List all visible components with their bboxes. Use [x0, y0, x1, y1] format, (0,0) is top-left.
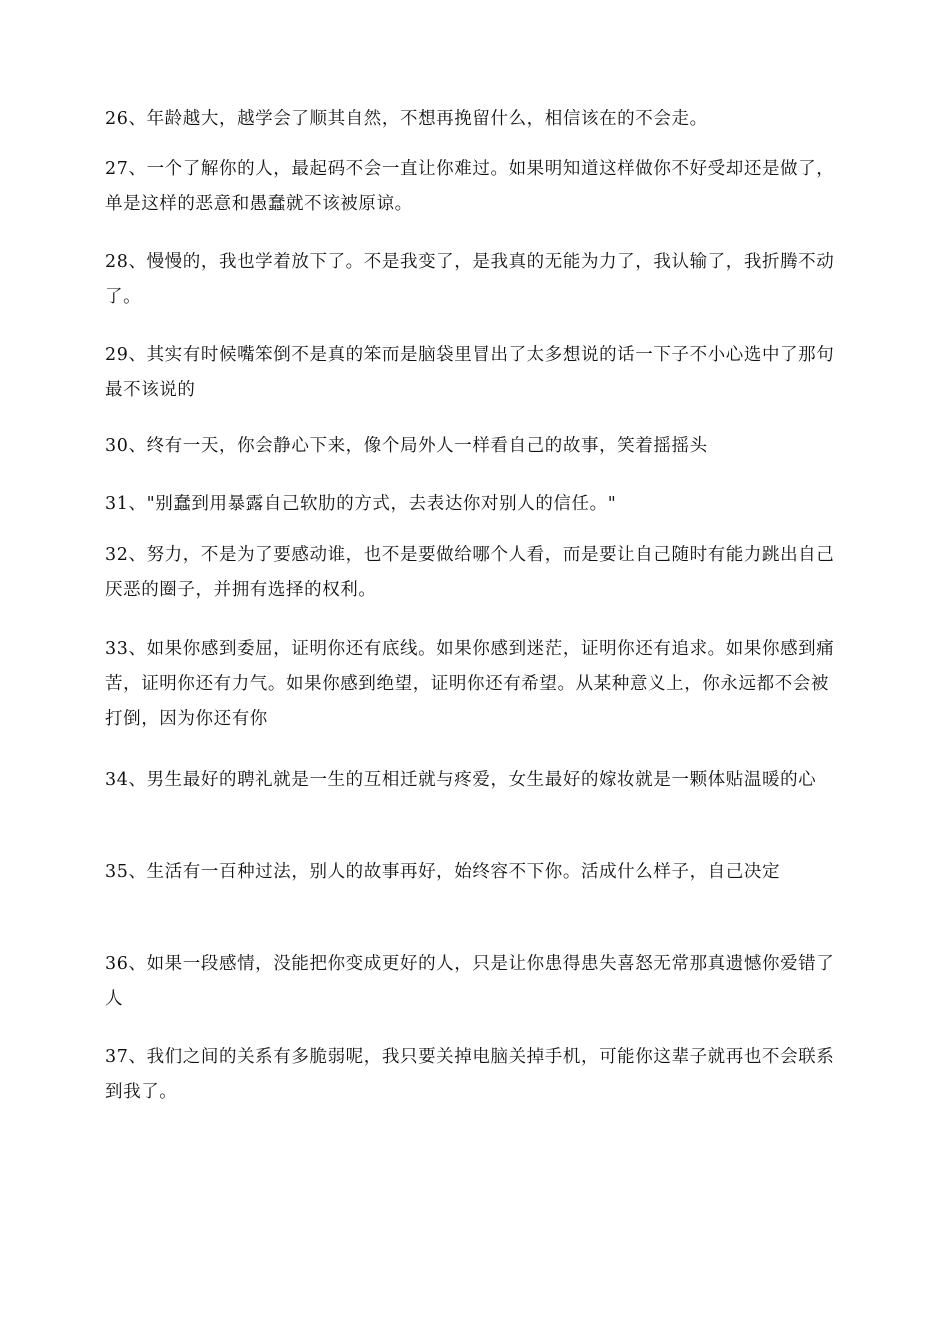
paragraph-35: 35、生活有一百种过法，别人的故事再好，始终容不下你。活成什么样子，自己决定 — [105, 862, 781, 882]
paragraph-33: 33、如果你感到委屈，证明你还有底线。如果你感到迷茫，证明你还有追求。如果你感到痛苦，证明你还有力气。如果你感到绝望，证明你还有希望。从某种意义上，你永远都不会被打倒，因为你还有你 — [105, 639, 835, 729]
paragraph-28: 28、慢慢的，我也学着放下了。不是我变了，是我真的无能为力了，我认输了，我折腾不动了。 — [105, 252, 835, 307]
paragraph-37: 37、我们之间的关系有多脆弱呢，我只要关掉电脑关掉手机，可能你这辈子就再也不会联系到我了。 — [105, 1047, 835, 1102]
paragraph-26: 26、年龄越大，越学会了顺其自然，不想再挽留什么，相信该在的不会走。 — [105, 109, 708, 129]
paragraph-36: 36、如果一段感情，没能把你变成更好的人，只是让你患得患失喜怒无常那真遗憾你爱错了人 — [105, 954, 835, 1009]
paragraph-29: 29、其实有时候嘴笨倒不是真的笨而是脑袋里冒出了太多想说的话一下子不小心选中了那句最不该说的 — [105, 345, 835, 400]
paragraph-31: 31、"别蠢到用暴露自己软肋的方式，去表达你对别人的信任。" — [105, 494, 617, 514]
paragraph-27: 27、一个了解你的人，最起码不会一直让你难过。如果明知道这样做你不好受却还是做了，单是这样的恶意和愚蠢就不该被原谅。 — [105, 159, 835, 214]
paragraph-34: 34、男生最好的聘礼就是一生的互相迁就与疼爱，女生最好的嫁妆就是一颗体贴温暖的心 — [105, 770, 817, 790]
paragraph-30: 30、终有一天，你会静心下来，像个局外人一样看自己的故事，笑着摇摇头 — [105, 436, 708, 456]
paragraph-32: 32、努力，不是为了要感动谁，也不是要做给哪个人看，而是要让自己随时有能力跳出自己厌恶的圈子，并拥有选择的权利。 — [105, 545, 835, 600]
